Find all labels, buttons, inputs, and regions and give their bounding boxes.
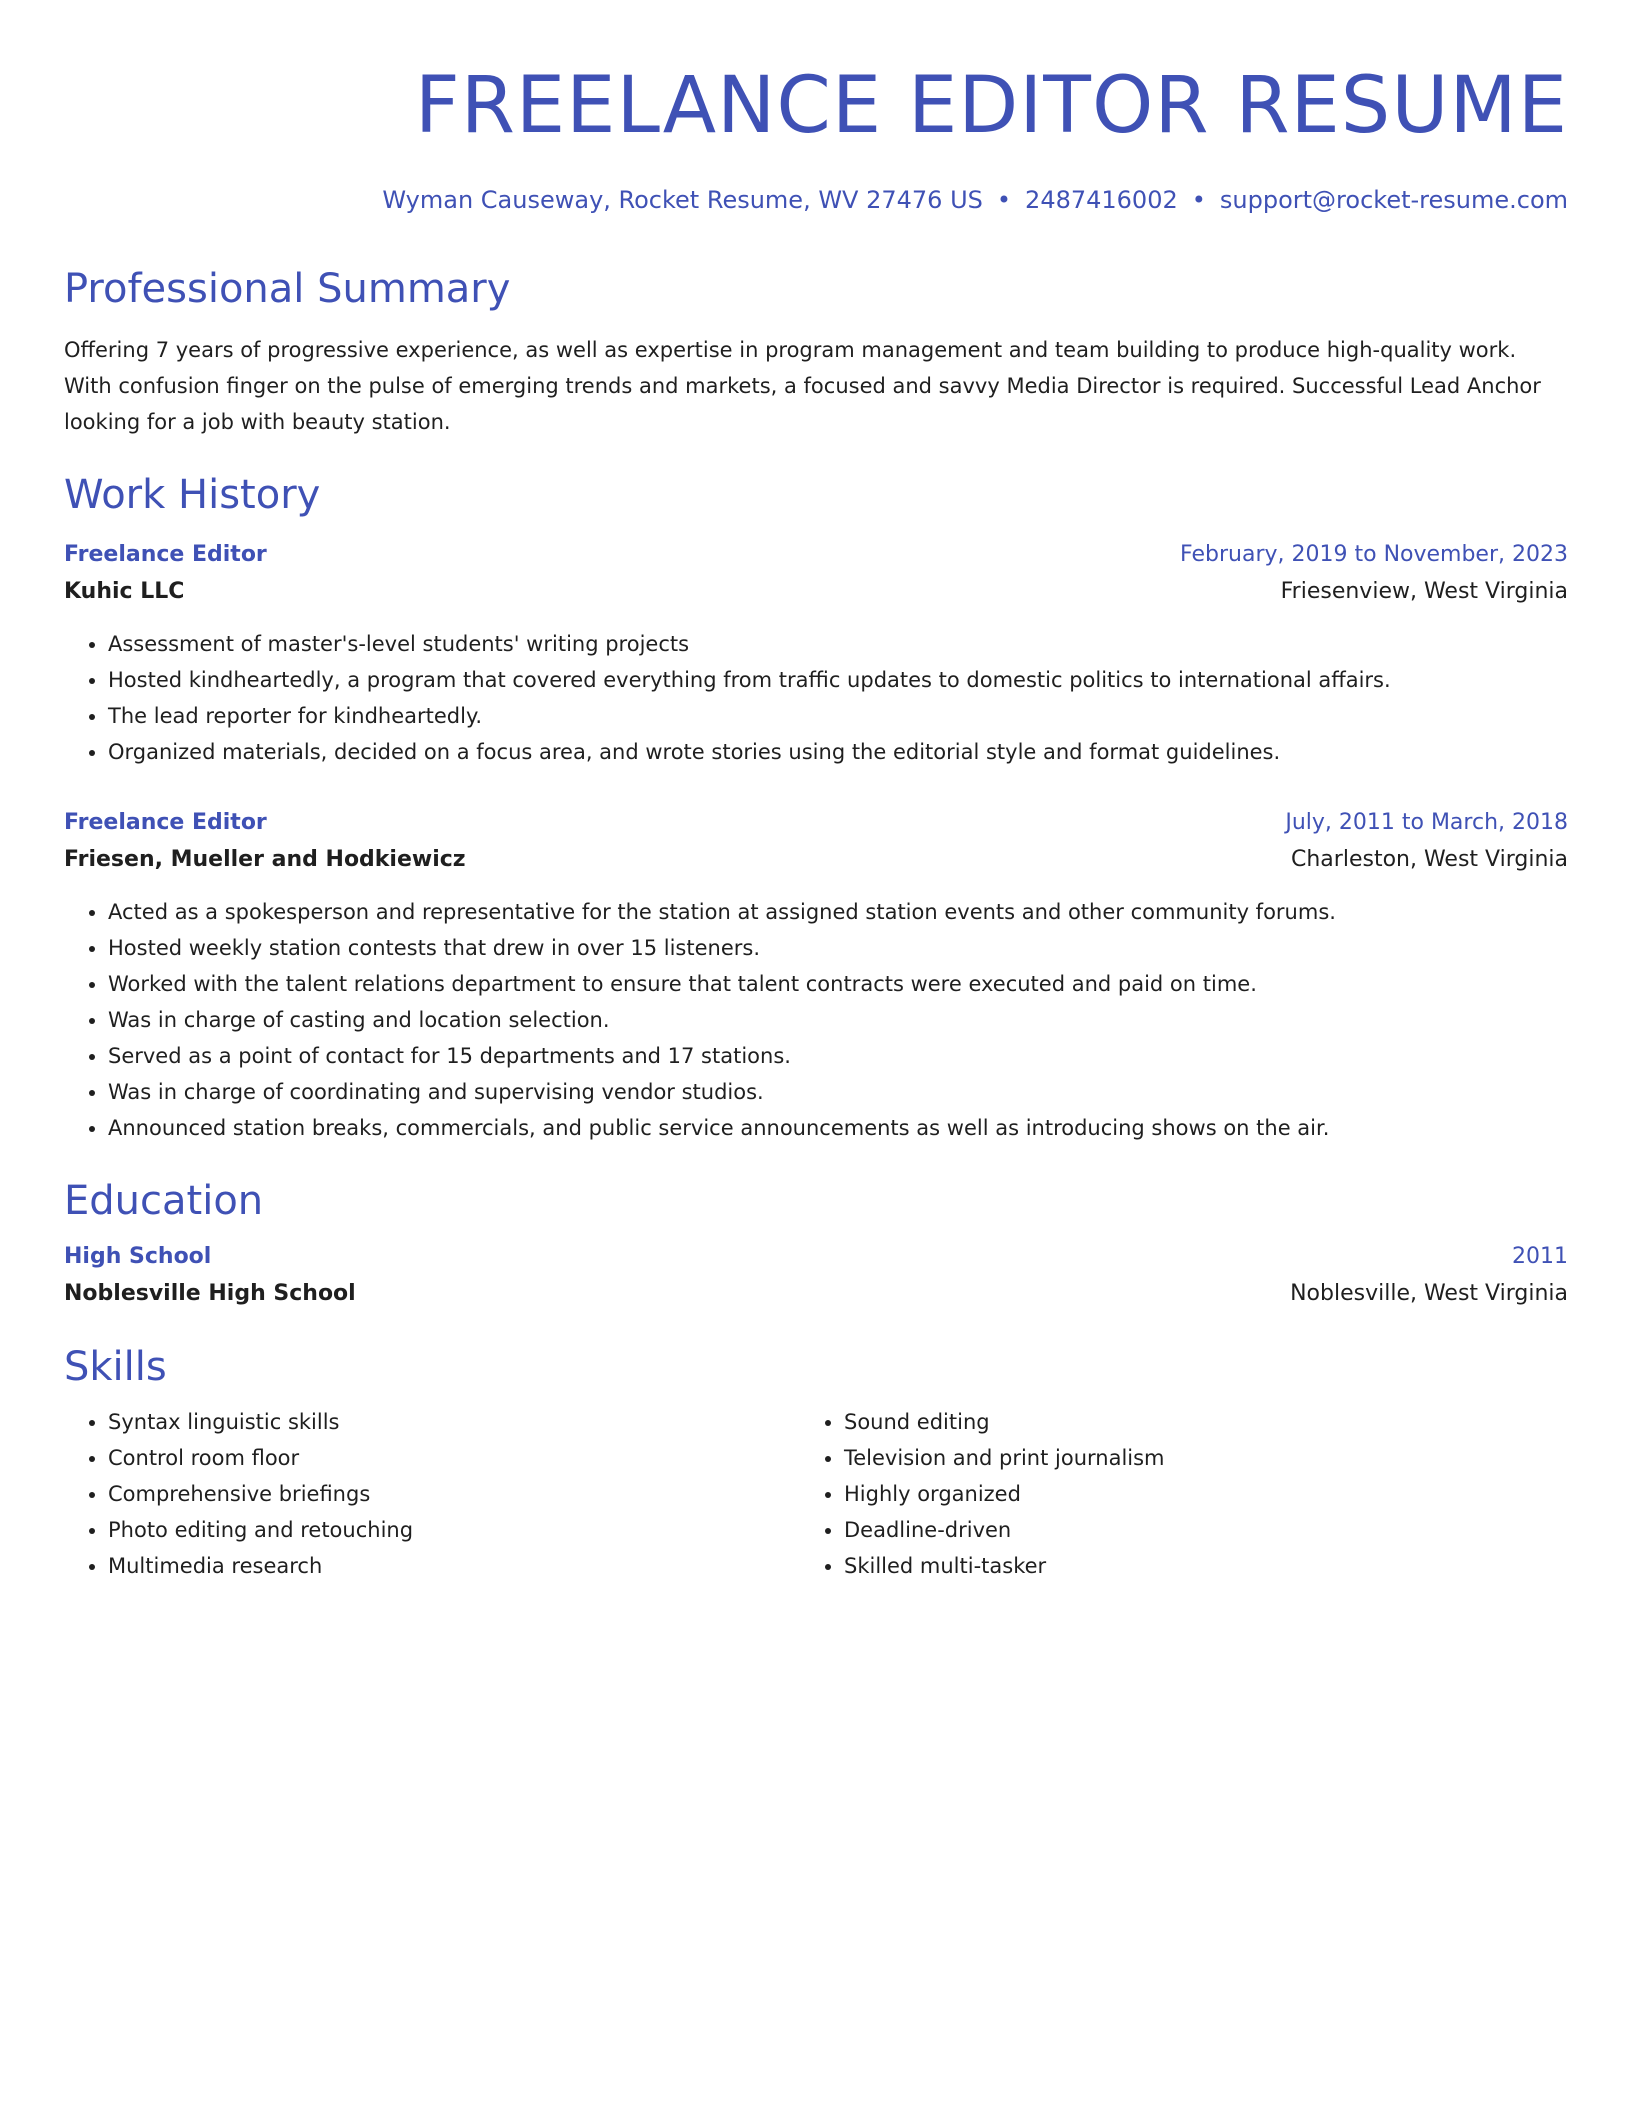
skill-item: • Comprehensive briefings [108,1476,800,1512]
job-bullet: • Worked with the talent relations department to ensure that talent contracts were executed and paid on time. [108,966,1568,1002]
skill-item: • Photo editing and retouching [108,1512,800,1548]
job-title: Freelance Editor [64,810,267,835]
skill-item: • Syntax linguistic skills [108,1404,800,1440]
resume-title: FREELANCE EDITOR RESUME [414,61,1568,151]
skill-item: • Sound editing [844,1404,1536,1440]
job-header-row [64,538,1568,572]
education-location: Noblesville, West Virginia [1290,1281,1568,1306]
job-bullets [64,626,1568,770]
education-entry [64,1240,1568,1314]
contact-email[interactable]: support@rocket-resume.com [1219,186,1568,214]
skills-columns [64,1404,1568,1584]
summary-text: Offering 7 years of progressive experience, as well as expertise in program management and team building to produce high-quality work. With confusion finger on the pulse of emerging trends and markets, a focused and savvy Media Director is required. Successful Lead Anchor looking for a job with beauty station. [64,338,1541,434]
job-bullet: • Served as a point of contact for 15 departments and 17 stations. [108,1038,1568,1074]
job-entry [64,806,1568,1146]
job-bullet: • The lead reporter for kindheartedly. [108,698,1568,734]
job-bullet: • Assessment of master's-level students' writing projects [108,626,1568,662]
contact-address: Wyman Causeway, Rocket Resume, WV 27476 US [382,186,983,214]
job-bullets [64,894,1568,1146]
job-title: Freelance Editor [64,542,267,567]
skills-list-right [800,1404,1536,1584]
job-dates: February, 2019 to November, 2023 [1180,542,1568,567]
education-year: 2011 [1512,1244,1568,1269]
education-school: Noblesville High School [64,1281,356,1306]
skill-item: • Television and print journalism [844,1440,1536,1476]
job-company-row [64,840,1568,880]
skills-heading: Skills [64,1344,167,1390]
job-bullet: • Hosted weekly station contests that drew in over 15 listeners. [108,930,1568,966]
contact-line [64,184,1568,216]
skill-item: • Multimedia research [108,1548,800,1584]
contact-separator: • [1191,186,1206,214]
skill-item: • Control room floor [108,1440,800,1476]
skill-item: • Skilled multi-tasker [844,1548,1536,1584]
education-header-row [64,1240,1568,1274]
education-heading: Education [64,1178,264,1224]
job-header-row [64,806,1568,840]
job-bullet: • Hosted kindheartedly, a program that covered everything from traffic updates to domestic politics to international affairs. [108,662,1568,698]
job-bullet: • Was in charge of casting and location selection. [108,1002,1568,1038]
skill-item: • Deadline-driven [844,1512,1536,1548]
education-school-row [64,1274,1568,1314]
contact-separator: • [996,186,1012,214]
job-entry [64,538,1568,770]
work-history-heading: Work History [64,472,321,518]
job-bullet: • Organized materials, decided on a focus area, and wrote stories using the editorial style and format guidelines. [108,734,1568,770]
job-bullet: • Was in charge of coordinating and supervising vendor studios. [108,1074,1568,1110]
contact-phone: 2487416002 [1025,186,1178,214]
job-company: Kuhic LLC [64,579,185,604]
education-degree: High School [64,1244,212,1269]
summary-heading: Professional Summary [64,266,511,312]
skill-item: • Highly organized [844,1476,1536,1512]
job-company: Friesen, Mueller and Hodkiewicz [64,847,466,872]
job-company-row [64,572,1568,612]
job-bullet: • Acted as a spokesperson and representative for the station at assigned station events and other community forums. [108,894,1568,930]
job-location: Friesenview, West Virginia [1280,579,1568,604]
job-dates: July, 2011 to March, 2018 [1285,810,1568,835]
job-bullet: • Announced station breaks, commercials, and public service announcements as well as introducing shows on the air. [108,1110,1568,1146]
skills-list-left [64,1404,800,1584]
job-location: Charleston, West Virginia [1291,847,1568,872]
